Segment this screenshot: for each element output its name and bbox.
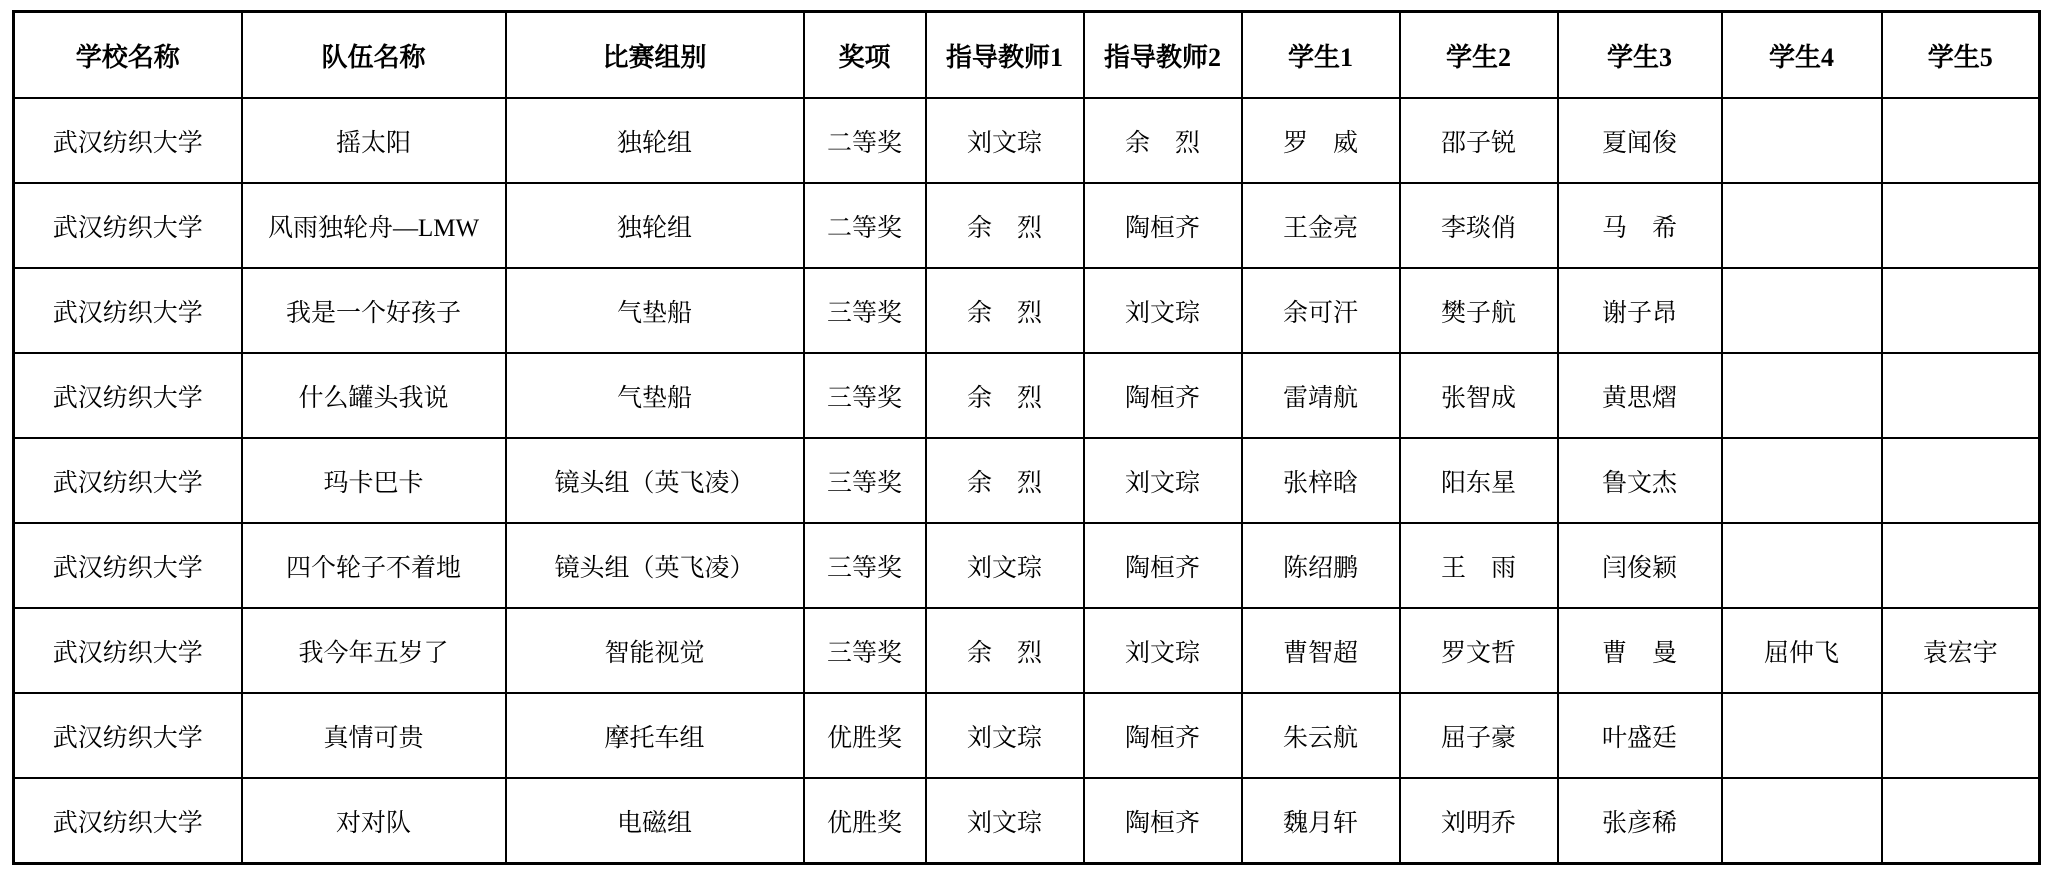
table-cell: 张智成 xyxy=(1400,353,1558,438)
table-cell: 优胜奖 xyxy=(804,778,926,864)
table-cell: 李琰俏 xyxy=(1400,183,1558,268)
table-cell xyxy=(1722,268,1882,353)
table-cell: 黄思熠 xyxy=(1558,353,1722,438)
table-head xyxy=(14,12,2040,99)
table-cell: 武汉纺织大学 xyxy=(14,438,242,523)
table-cell: 独轮组 xyxy=(506,183,804,268)
table-cell: 屈子豪 xyxy=(1400,693,1558,778)
table-cell: 谢子昂 xyxy=(1558,268,1722,353)
table-cell: 陶桓齐 xyxy=(1084,353,1242,438)
table-cell: 镜头组（英飞凌） xyxy=(506,523,804,608)
column-header-11: 学生5 xyxy=(1882,12,2040,99)
table-cell: 阳东星 xyxy=(1400,438,1558,523)
table-cell: 马 希 xyxy=(1558,183,1722,268)
table-cell: 陶桓齐 xyxy=(1084,183,1242,268)
column-header-10: 学生4 xyxy=(1722,12,1882,99)
table-cell: 镜头组（英飞凌） xyxy=(506,438,804,523)
table-cell: 武汉纺织大学 xyxy=(14,523,242,608)
table-cell: 二等奖 xyxy=(804,183,926,268)
table-cell: 二等奖 xyxy=(804,98,926,183)
table-cell: 余 烈 xyxy=(926,438,1084,523)
table-cell: 陈绍鹏 xyxy=(1242,523,1400,608)
table-cell: 我是一个好孩子 xyxy=(242,268,506,353)
table-cell: 三等奖 xyxy=(804,608,926,693)
table-cell: 刘文琮 xyxy=(926,523,1084,608)
table-cell xyxy=(1882,523,2040,608)
table-cell xyxy=(1722,778,1882,864)
column-header-5: 指导教师1 xyxy=(926,12,1084,99)
table-cell: 陶桓齐 xyxy=(1084,693,1242,778)
table-cell: 气垫船 xyxy=(506,268,804,353)
table-cell xyxy=(1882,183,2040,268)
table-cell: 余可汗 xyxy=(1242,268,1400,353)
table-cell: 风雨独轮舟—LMW xyxy=(242,183,506,268)
table-cell: 刘文琮 xyxy=(926,778,1084,864)
table-cell xyxy=(1722,98,1882,183)
table-cell: 张彦稀 xyxy=(1558,778,1722,864)
table-cell xyxy=(1882,693,2040,778)
table-cell: 余 烈 xyxy=(926,183,1084,268)
table-cell: 三等奖 xyxy=(804,268,926,353)
table-cell: 叶盛廷 xyxy=(1558,693,1722,778)
table-row xyxy=(14,268,2040,353)
table-cell: 曹智超 xyxy=(1242,608,1400,693)
table-cell: 余 烈 xyxy=(926,268,1084,353)
table-cell: 玛卡巴卡 xyxy=(242,438,506,523)
table-cell: 曹 曼 xyxy=(1558,608,1722,693)
table-cell: 余 烈 xyxy=(1084,98,1242,183)
table-cell: 罗文哲 xyxy=(1400,608,1558,693)
table-cell: 陶桓齐 xyxy=(1084,778,1242,864)
table-cell: 陶桓齐 xyxy=(1084,523,1242,608)
table-cell: 四个轮子不着地 xyxy=(242,523,506,608)
table-cell: 摩托车组 xyxy=(506,693,804,778)
table-cell: 鲁文杰 xyxy=(1558,438,1722,523)
column-header-7: 学生1 xyxy=(1242,12,1400,99)
table-row xyxy=(14,98,2040,183)
table-cell: 朱云航 xyxy=(1242,693,1400,778)
table-cell xyxy=(1722,438,1882,523)
table-cell: 独轮组 xyxy=(506,98,804,183)
table-cell: 魏月轩 xyxy=(1242,778,1400,864)
table-cell: 对对队 xyxy=(242,778,506,864)
table-cell: 武汉纺织大学 xyxy=(14,608,242,693)
table-body xyxy=(14,98,2040,864)
table-row xyxy=(14,778,2040,864)
table-cell xyxy=(1882,353,2040,438)
table-row xyxy=(14,438,2040,523)
table-cell: 真情可贵 xyxy=(242,693,506,778)
table-row xyxy=(14,523,2040,608)
award-table xyxy=(12,10,2041,865)
table-cell: 罗 威 xyxy=(1242,98,1400,183)
table-row xyxy=(14,183,2040,268)
table-cell xyxy=(1882,778,2040,864)
table-cell: 刘文琮 xyxy=(1084,608,1242,693)
table-cell xyxy=(1722,523,1882,608)
table-cell xyxy=(1882,438,2040,523)
table-cell xyxy=(1882,268,2040,353)
table-cell xyxy=(1722,183,1882,268)
table-cell: 三等奖 xyxy=(804,523,926,608)
table-cell: 刘明乔 xyxy=(1400,778,1558,864)
table-cell: 刘文琮 xyxy=(926,693,1084,778)
table-cell xyxy=(1722,353,1882,438)
column-header-8: 学生2 xyxy=(1400,12,1558,99)
table-cell: 武汉纺织大学 xyxy=(14,353,242,438)
table-cell: 余 烈 xyxy=(926,353,1084,438)
table-cell: 余 烈 xyxy=(926,608,1084,693)
table-cell: 刘文琮 xyxy=(1084,268,1242,353)
table-cell: 三等奖 xyxy=(804,438,926,523)
column-header-9: 学生3 xyxy=(1558,12,1722,99)
table-cell: 三等奖 xyxy=(804,353,926,438)
table-cell: 武汉纺织大学 xyxy=(14,98,242,183)
table-row xyxy=(14,608,2040,693)
table-row xyxy=(14,353,2040,438)
column-header-1: 学校名称 xyxy=(14,12,242,99)
table-cell: 武汉纺织大学 xyxy=(14,268,242,353)
table-cell: 武汉纺织大学 xyxy=(14,183,242,268)
table-cell: 屈仲飞 xyxy=(1722,608,1882,693)
table-cell: 我今年五岁了 xyxy=(242,608,506,693)
table-cell: 张梓晗 xyxy=(1242,438,1400,523)
table-header-row xyxy=(14,12,2040,99)
table-cell xyxy=(1882,98,2040,183)
table-cell: 智能视觉 xyxy=(506,608,804,693)
table-cell: 王金亮 xyxy=(1242,183,1400,268)
table-cell: 刘文琮 xyxy=(926,98,1084,183)
table-cell: 摇太阳 xyxy=(242,98,506,183)
column-header-6: 指导教师2 xyxy=(1084,12,1242,99)
table-cell: 武汉纺织大学 xyxy=(14,693,242,778)
column-header-2: 队伍名称 xyxy=(242,12,506,99)
table-cell: 闫俊颖 xyxy=(1558,523,1722,608)
table-cell: 邵子锐 xyxy=(1400,98,1558,183)
table-cell xyxy=(1722,693,1882,778)
table-cell: 武汉纺织大学 xyxy=(14,778,242,864)
table-cell: 夏闻俊 xyxy=(1558,98,1722,183)
table-cell: 电磁组 xyxy=(506,778,804,864)
table-cell: 樊子航 xyxy=(1400,268,1558,353)
table-cell: 雷靖航 xyxy=(1242,353,1400,438)
table-cell: 什么罐头我说 xyxy=(242,353,506,438)
table-row xyxy=(14,693,2040,778)
column-header-3: 比赛组别 xyxy=(506,12,804,99)
award-table-container xyxy=(12,10,2041,865)
table-cell: 优胜奖 xyxy=(804,693,926,778)
table-cell: 袁宏宇 xyxy=(1882,608,2040,693)
table-cell: 王 雨 xyxy=(1400,523,1558,608)
column-header-4: 奖项 xyxy=(804,12,926,99)
table-cell: 气垫船 xyxy=(506,353,804,438)
table-cell: 刘文琮 xyxy=(1084,438,1242,523)
